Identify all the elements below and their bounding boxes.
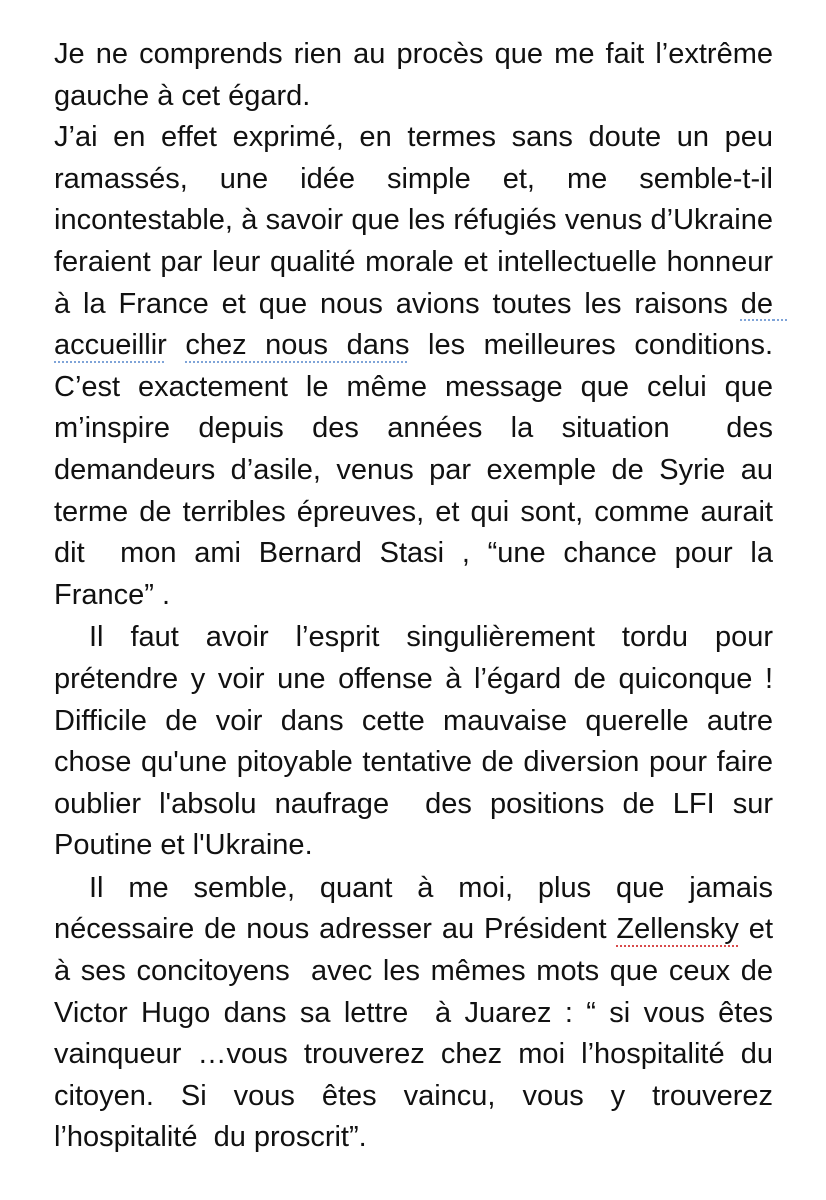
paragraph-2 bbox=[54, 117, 790, 616]
paragraph-3 bbox=[54, 617, 782, 867]
spellcheck-underlined-word: Zellensky bbox=[616, 913, 739, 946]
grammar-underlined-phrase-2: chez nous dans bbox=[185, 329, 410, 362]
paragraph-4 bbox=[54, 868, 798, 1159]
paragraph-3-text: Il faut avoir l’esprit singulièrement tordu pour prétendre y voir une offense à l’égard de quiconque ! Difficile de voir dans cette mauvaise querelle autre chose qu'une pitoyable tentative de diversion pour faire oublier l'absolu naufrage des positions de LFI sur Poutine et l'Ukraine. bbox=[54, 621, 782, 862]
grammar-underlined-phrase-1: de accueillir bbox=[54, 287, 790, 362]
paragraph-2-space bbox=[167, 329, 186, 361]
paragraph-4-text-part-1: Il me semble, quant à moi, plus que jamais nécessaire de nous adresser au Président bbox=[54, 871, 782, 946]
paragraph-1-text: Je ne comprends rien au procès que me fait l’extrême gauche à cet égard. bbox=[54, 38, 782, 112]
paragraph-4-text-part-2: et à ses concitoyens avec les mêmes mots que ceux de Victor Hugo dans sa lettre à Juarez : “ si vous êtes vainqueur …vous trouverez chez moi l’hospitalité du citoyen. Si vous êtes vaincu, vous y trouverez l’hospitalité du proscrit”. bbox=[54, 913, 798, 1154]
paragraph-1 bbox=[54, 34, 782, 117]
paragraph-2-text-part-1: J’ai en effet exprimé, en termes sans doute un peu ramassés, une idée simple et, me semble-t-il incontestable, à savoir que les réfugiés venus d’Ukraine feraient par leur qualité morale et intellectuelle honneur à la France et que nous avions toutes les raisons bbox=[54, 121, 782, 320]
paragraph-2-text-part-2: les meilleures conditions. C’est exactement le même message que celui que m’inspire depuis des années la situation des demandeurs d’asile, venus par exemple de Syrie au terme de terribles épreuves, et qui sont, comme aurait dit mon ami Bernard Stasi , “une chance pour la France” . bbox=[54, 329, 782, 611]
